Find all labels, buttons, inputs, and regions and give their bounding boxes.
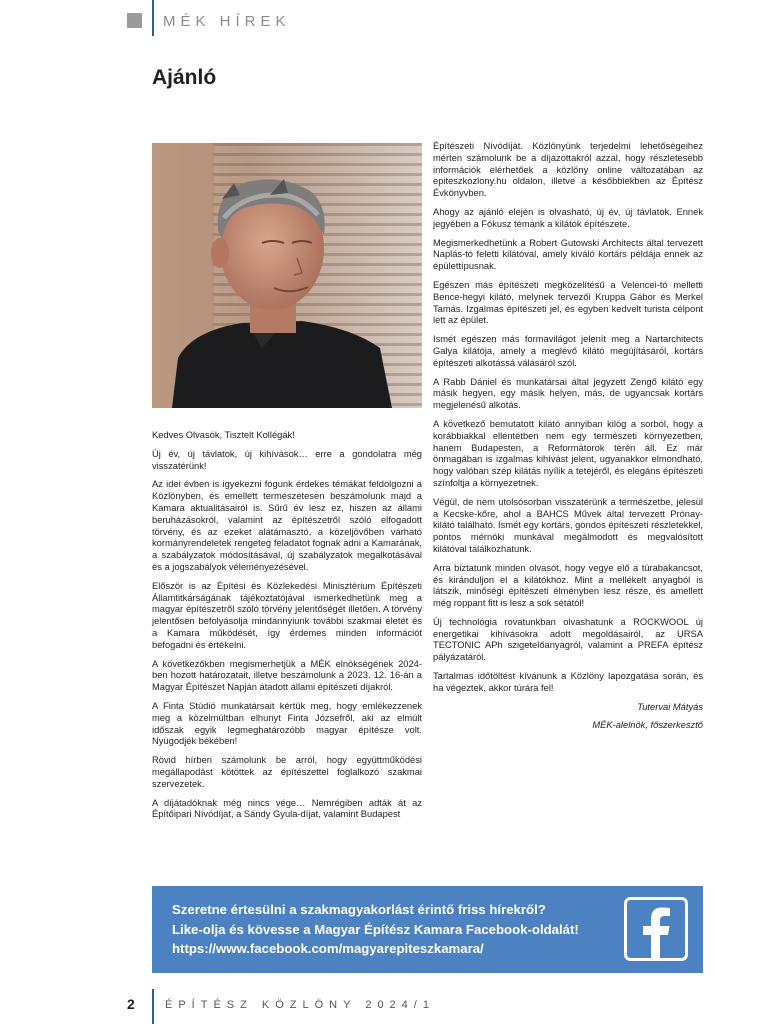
wall-slat	[212, 313, 422, 316]
page-title: Ajánló	[152, 66, 217, 89]
author-photo	[152, 143, 422, 408]
paragraph: Végül, de nem utolsósorban visszatérünk a természetbe, jelesül a Kecske-kőre, ahol a BAHCS Művek által tervezett Prónay-kilátó található. Ismét egy kortárs, gondos építészeti részletekkel, pontos mérnöki munkával megálmodott és megvalósított kilátóval találkozhatunk.	[433, 496, 703, 554]
signature-name: Tutervai Mátyás	[637, 701, 703, 712]
wall-slat	[212, 173, 422, 176]
wall-slat	[212, 163, 422, 166]
paragraph: Kedves Olvasók, Tisztelt Kollégák!	[152, 430, 295, 440]
wall-slat	[212, 143, 422, 146]
portrait-image	[152, 143, 422, 408]
facebook-icon[interactable]	[624, 897, 688, 961]
publication-name: ÉPÍTÉSZ KÖZLÖNY 2024/1	[165, 999, 435, 1011]
paragraph: Arra biztatunk minden olvasót, hogy vegye elő a túrabakancsot, és kiránduljon el a kilátókhoz. Mint a mellékelt anyagból is látszik, minőségi építészeti élményben lesz része, és amellett még roppant fitt is lesz a sok sétától!	[433, 562, 703, 609]
paragraph: Tartalmas időtöltést kívánunk a Közlöny lapozgatása során, és ha végeztek, akkor túrára fel!	[433, 671, 703, 693]
paragraph: Megismerkedhetünk a Robert Gutowski Architects által tervezett Naplás-tó feletti kilátóval, amely kiváló kortárs példája ennek az épülettípusnak.	[433, 237, 703, 272]
paragraph: A következő bemutatott kilátó annyiban kilóg a sorból, hogy a korábbiakkal ellentétben nem egy természeti környezetben, hanem Budapesten, a Reformátorok terén áll. Ez már önmagában is izgalmas kihívást jelent, ugyanakkor elmondható, hogy valóban szép kilátás nyílik a tetejéről, és elegáns építészeti színfoltja a környezetnek.	[433, 418, 703, 488]
paragraph: A Finta Stúdió munkatársait kértük meg, hogy emlékezzenek meg a közelmúltban elhunyt Finta Józsefről, aki az elmúlt időszak egyik legmeghatározóbb magyar építésze volt. Nyugodjék békében!	[152, 700, 422, 747]
header-square	[127, 13, 142, 28]
paragraph: Ismét egészen más formavilágot jelenít meg a Nartarchitects Galya kilátója, amely a meglévő kilátó megújításáról, kortárs építészeti alkotássá válásáról szól.	[433, 334, 703, 368]
banner-line-1: Szeretne értesülni a szakmagyakorlást érintő friss hírekről?	[172, 902, 546, 917]
paragraph: Egészen más építészeti megközelítésű a Velencei-tó melletti Bence-hegyi kilátó, melynek tervezői Kruppa Gábor és Merkel Tamás. Izgalmas építészeti jel, és egyben kedvelt turista célpont lett az épület.	[433, 279, 703, 326]
banner-line-2: Like-olja és kövesse a Magyar Építész Kamara Facebook-oldalát!	[172, 921, 579, 937]
footer-rule	[152, 989, 154, 1024]
paragraph: Új technológia rovatunkban olvashatunk a ROCKWOOL új energetikai kihívásokra adott megoldásairól, az URSA TECTONIC APh szigetelőanyagról, valamint a PREFA építész pályázatáról.	[433, 616, 703, 663]
paragraph: A következőkben megismerhetjük a MÉK elnökségének 2024-ben hozott határozatait, illetve beszámolunk a 2023. 12. 16-án a Magyar Építészet Napján átadott állami építészeti díjakról.	[152, 658, 422, 693]
paragraph: Rövid hírben számolunk be arról, hogy együttműködési megállapodást kötöttek az építészettel foglalkozó szakmai szervezetek.	[152, 755, 422, 789]
wall-slat	[212, 153, 422, 156]
left-column	[152, 430, 422, 828]
signature-role: MÉK-alelnök, főszerkesztő	[592, 720, 703, 731]
banner-text	[172, 900, 579, 959]
wall-slat	[212, 303, 422, 306]
paragraph: Az idei évben is igyekezni fogunk érdekes témákat feldolgozni a Közlönyben, és emellett természetesen beszámolunk majd a Kamara aktualitásairól is. Sűrű év lesz ez, hiszen az állami beruházásokról, valamint az építészetről szóló elfogadott törvény, és az ezeket alátámasztó, a közeljövőben várható kormányrendeletek rengeteg feladatot fognak adni a Kamarának, a szabályzatok módosításával, új szabályzatok megalkotásával és a jogszabályok véleményezésével.	[152, 479, 422, 572]
right-column	[433, 141, 703, 739]
section-header: MÉK HÍREK	[163, 13, 291, 30]
header-rule	[152, 0, 154, 36]
paragraph: Először is az Építési és Közlekedési Minisztérium Építészeti Államtitkárságának tájékoztatójával ismerkedhetünk meg a magyar építészetről szóló törvény jelentőségét illetően. A törvény jelentősen befolyásolja mindannyiunk további szakmai életét és a Kamara működését, így érdemes minden információt befogadni és értékelni.	[152, 580, 422, 650]
paragraph: Új év, új távlatok, új kihívások… erre a gondolatra még visszatérünk!	[152, 448, 422, 471]
page-number: 2	[127, 996, 135, 1012]
paragraph: Építészeti Nívódíját. Közlönyünk terjedelmi lehetőségeihez mérten számolunk be a díjazottakról azzal, hogy részletesebb információk elérhetőek a közlöny online változatában az epiteszkozlony.hu oldalon, illetve a későbbiekben az Építész Évkönyvben.	[433, 141, 703, 199]
paragraph: A Rabb Dániel és munkatársai által jegyzett Zengő kilátó egy másik hegyen, egy másik helyen, más, de ugyancsak kortárs megjelenésű alkotás.	[433, 376, 703, 411]
facebook-banner[interactable]	[152, 886, 703, 973]
banner-link[interactable]: https://www.facebook.com/magyarepiteszkamara/	[172, 941, 484, 956]
paragraph: A díjátadóknak még nincs vége… Nemrégiben adták át az Építőipari Nívódíjat, a Sándy Gyula-díjat, valamint Budapest	[152, 797, 422, 820]
paragraph: Ahogy az ajánló elején is olvasható, új év, új távlatok. Ennek jegyében a Fókusz témánk a kilátók építészete.	[433, 206, 703, 229]
